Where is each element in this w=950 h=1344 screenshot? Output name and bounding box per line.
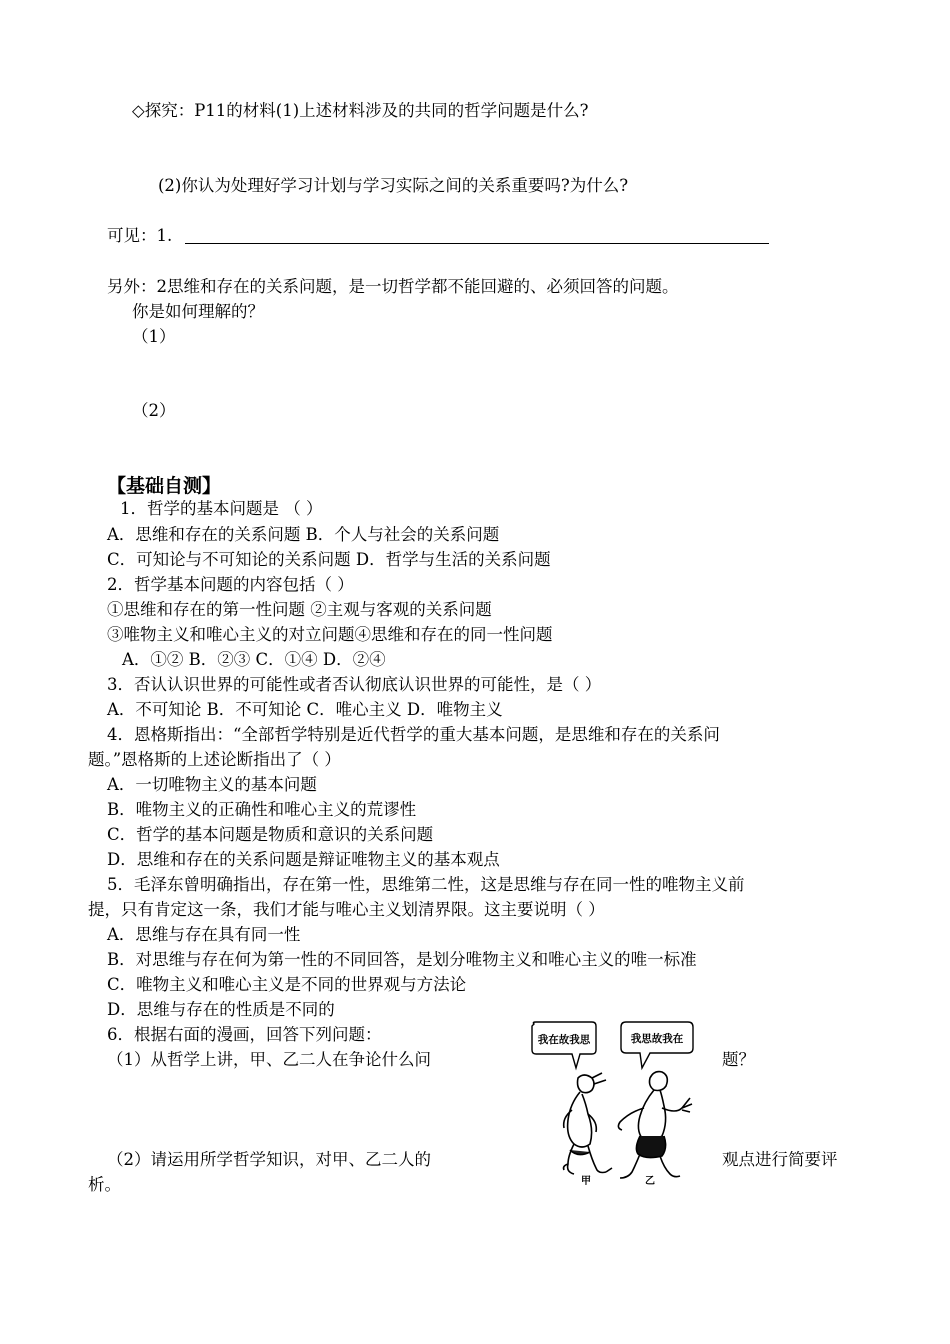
other-line-1: 另外：2思维和存在的关系问题，是一切哲学都不能回避的、必须回答的问题。 xyxy=(107,277,679,296)
figure-yi xyxy=(618,1072,692,1178)
q2-items-34: ③唯物主义和唯心主义的对立问题④思维和存在的同一性问题 xyxy=(107,625,553,644)
figure-jia xyxy=(564,1073,613,1174)
kejian-label: 可见：1. xyxy=(107,226,173,245)
other-line-2: 你是如何理解的？ xyxy=(132,302,264,321)
speech-bubble-right xyxy=(621,1022,693,1068)
explore-question-1: ◇探究：P11的材料(1)上述材料涉及的共同的哲学问题是什么? xyxy=(132,101,589,120)
q4-stem-2: 题。”恩格斯的上述论断指出了（ ） xyxy=(88,750,341,769)
other-point-2: （2） xyxy=(132,401,176,420)
label-jia: 甲 xyxy=(581,1176,591,1187)
answer-blank-line xyxy=(185,243,769,244)
q2-stem: 2．哲学基本问题的内容包括（ ） xyxy=(107,575,354,594)
q4-stem-1: 4．恩格斯指出：“全部哲学特别是近代哲学的重大基本问题，是思维和存在的关系问 xyxy=(107,725,720,744)
cartoon-illustration xyxy=(522,1018,722,1190)
other-point-1: （1） xyxy=(132,327,176,346)
speech-bubble-left xyxy=(532,1022,596,1068)
q3-choices: A．不可知论 B．不可知论 C．唯心主义 D．唯物主义 xyxy=(107,700,503,719)
q6-part2-left: （2）请运用所学哲学知识，对甲、乙二人的 xyxy=(107,1150,431,1169)
label-yi: 乙 xyxy=(645,1176,655,1187)
q1-options-cd: C．可知论与不可知论的关系问题 D．哲学与生活的关系问题 xyxy=(107,550,551,569)
bubble-right-text: 我思故我在 xyxy=(630,1033,684,1045)
q6-part1-right: 题？ xyxy=(722,1050,755,1069)
q6-part2-end: 析。 xyxy=(88,1175,121,1194)
q4-option-b: B．唯物主义的正确性和唯心主义的荒谬性 xyxy=(107,800,417,819)
q2-choices: A．①② B．②③ C．①④ D．②④ xyxy=(122,650,386,669)
q6-stem: 6．根据右面的漫画，回答下列问题： xyxy=(107,1025,382,1044)
q2-items-12: ①思维和存在的第一性问题 ②主观与客观的关系问题 xyxy=(107,600,492,619)
q1-options-ab: A．思维和存在的关系问题 B．个人与社会的关系问题 xyxy=(107,525,500,544)
q4-option-d: D．思维和存在的关系问题是辩证唯物主义的基本观点 xyxy=(107,850,500,869)
q5-option-d: D．思维与存在的性质是不同的 xyxy=(107,1000,335,1019)
q1-stem: 1．哲学的基本问题是 （ ） xyxy=(120,499,323,518)
q6-part2-right: 观点进行简要评 xyxy=(722,1150,838,1169)
q5-option-c: C．唯物主义和唯心主义是不同的世界观与方法论 xyxy=(107,975,467,994)
section-title: 【基础自测】 xyxy=(107,475,222,497)
bubble-left-text: 我在故我思 xyxy=(537,1034,591,1046)
q3-stem: 3．否认认识世界的可能性或者否认彻底认识世界的可能性，是（ ） xyxy=(107,675,602,694)
q6-part1-left: （1）从哲学上讲，甲、乙二人在争论什么问 xyxy=(107,1050,431,1069)
explore-question-2: (2)你认为处理好学习计划与学习实际之间的关系重要吗?为什么? xyxy=(158,176,629,195)
q5-option-b: B．对思维与存在何为第一性的不同回答，是划分唯物主义和唯心主义的唯一标准 xyxy=(107,950,697,969)
q5-stem-1: 5．毛泽东曾明确指出，存在第一性，思维第二性，这是思维与存在同一性的唯物主义前 xyxy=(107,875,745,894)
q5-stem-2: 提，只有肯定这一条，我们才能与唯心主义划清界限。这主要说明（ ） xyxy=(88,900,605,919)
q4-option-c: C．哲学的基本问题是物质和意识的关系问题 xyxy=(107,825,434,844)
q4-option-a: A．一切唯物主义的基本问题 xyxy=(107,775,317,794)
q5-option-a: A．思维与存在具有同一性 xyxy=(107,925,301,944)
